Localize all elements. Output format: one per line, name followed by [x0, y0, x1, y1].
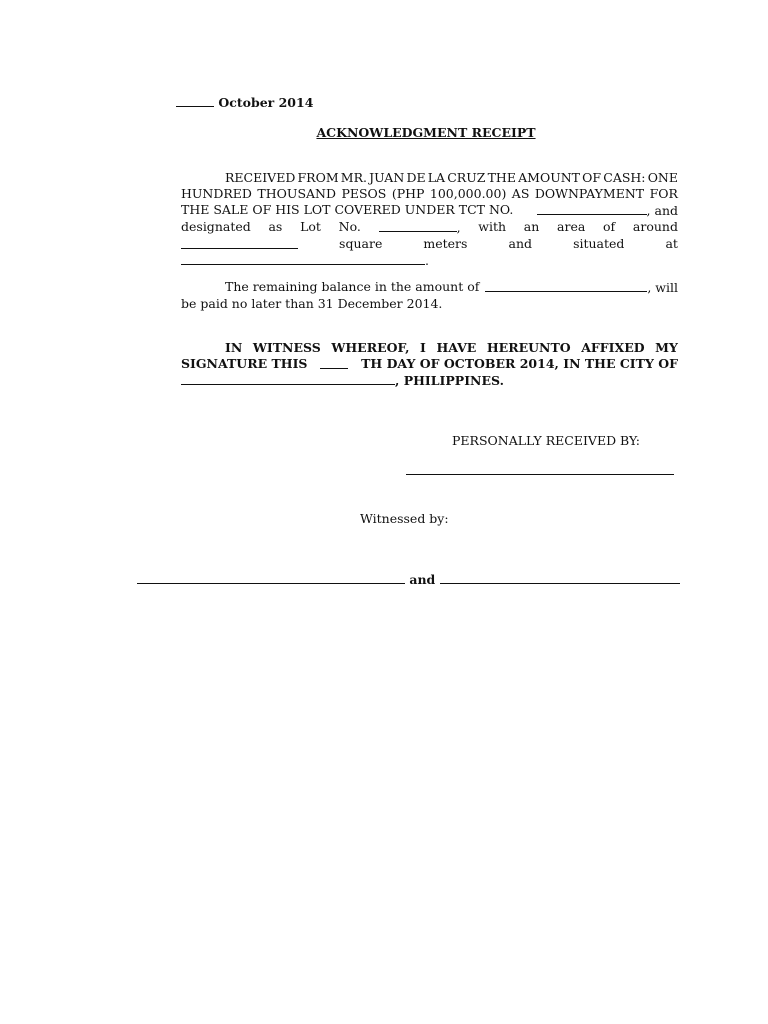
- lot-group: [379, 219, 461, 236]
- witness-2-signature-line: [440, 571, 680, 584]
- word: around: [632, 219, 678, 234]
- word: HAVE: [436, 340, 477, 355]
- word: THOUSAND: [257, 186, 336, 201]
- word: IN: [225, 340, 243, 355]
- word: THE: [487, 170, 516, 185]
- word: meters: [423, 236, 468, 251]
- word: AS: [511, 186, 530, 201]
- and-text: and: [409, 572, 436, 587]
- paragraph-received: [181, 170, 678, 269]
- word: square: [339, 236, 383, 251]
- word: area: [557, 219, 586, 234]
- receiver-signature-line: [406, 462, 674, 479]
- line-text: , and: [646, 203, 678, 218]
- witness-signatures: [137, 571, 680, 588]
- city-blank: [181, 372, 395, 385]
- word: HEREUNTO: [486, 340, 571, 355]
- word: LA: [427, 170, 446, 185]
- word: JUAN: [369, 170, 405, 185]
- word: at: [665, 236, 678, 251]
- word: as: [268, 219, 283, 234]
- word: I: [420, 340, 426, 355]
- line-text: The remaining balance in the amount of: [225, 279, 480, 294]
- p1-line-1: [181, 170, 678, 186]
- day-blank: [176, 94, 214, 107]
- line-text: SIGNATURE THIS: [181, 356, 308, 371]
- line-text: , will: [647, 280, 678, 295]
- word: OF: [582, 170, 602, 185]
- location-blank: [181, 252, 425, 265]
- witness-1-signature-line: [137, 571, 405, 584]
- word: PESOS: [341, 186, 387, 201]
- word: designated: [181, 219, 251, 234]
- p3-line-2: [181, 356, 678, 372]
- date-line: [176, 94, 313, 111]
- p1-line-5: [181, 236, 678, 252]
- paragraph-balance: [181, 279, 678, 312]
- word: AFFIXED: [581, 340, 645, 355]
- line-text: TH DAY OF OCTOBER 2014, IN THE CITY OF: [361, 356, 678, 371]
- p3-line-3: [181, 372, 678, 389]
- word: an: [523, 219, 540, 234]
- witnessed-by-label: Witnessed by:: [360, 511, 449, 526]
- day-number-blank: [320, 356, 348, 369]
- word: and: [508, 236, 533, 251]
- p2-line-1: [181, 279, 678, 296]
- word: ONE: [647, 170, 678, 185]
- received-by-label: PERSONALLY RECEIVED BY:: [452, 433, 640, 448]
- word: with: [478, 219, 507, 234]
- word: ,: [456, 220, 461, 235]
- word: 100,000.00): [429, 186, 507, 201]
- lot-number-blank: [379, 219, 457, 232]
- line-text: THE SALE OF HIS LOT COVERED UNDER TCT NO.: [181, 202, 514, 217]
- word: DOWNPAYMENT: [534, 186, 645, 201]
- line-text: , PHILIPPINES.: [395, 373, 504, 388]
- document-title: ACKNOWLEDGMENT RECEIPT: [316, 125, 536, 140]
- p1-line-4: [181, 219, 678, 236]
- p2-line-2: be paid no later than 31 December 2014.: [181, 296, 443, 311]
- word: DE: [406, 170, 426, 185]
- p3-line-1: [181, 340, 678, 356]
- word: RECEIVED: [225, 170, 296, 185]
- word: No.: [338, 219, 361, 234]
- p1-line-3: [181, 202, 678, 219]
- word: MR.: [340, 170, 367, 185]
- tct-number-blank: [537, 202, 647, 215]
- word: AMOUNT: [518, 170, 581, 185]
- word: (PHP: [391, 186, 425, 201]
- date-text: October 2014: [218, 95, 314, 110]
- word: CRUZ: [447, 170, 486, 185]
- p1-line-2: [181, 186, 678, 202]
- paragraph-witness: [181, 340, 678, 389]
- word: situated: [573, 236, 625, 251]
- area-blank: [181, 236, 298, 249]
- word: WHEREOF,: [331, 340, 410, 355]
- word: MY: [655, 340, 678, 355]
- p1-line-6: [181, 252, 678, 269]
- word: FOR: [649, 186, 678, 201]
- balance-amount-blank: [485, 279, 647, 292]
- word: of: [603, 219, 616, 234]
- tct-group: [537, 202, 678, 219]
- line-text: .: [425, 253, 429, 268]
- word: CASH:: [603, 170, 646, 185]
- word: Lot: [300, 219, 321, 234]
- word: WITNESS: [252, 340, 321, 355]
- balance-group: [485, 279, 678, 296]
- word: FROM: [297, 170, 339, 185]
- word: HUNDRED: [181, 186, 252, 201]
